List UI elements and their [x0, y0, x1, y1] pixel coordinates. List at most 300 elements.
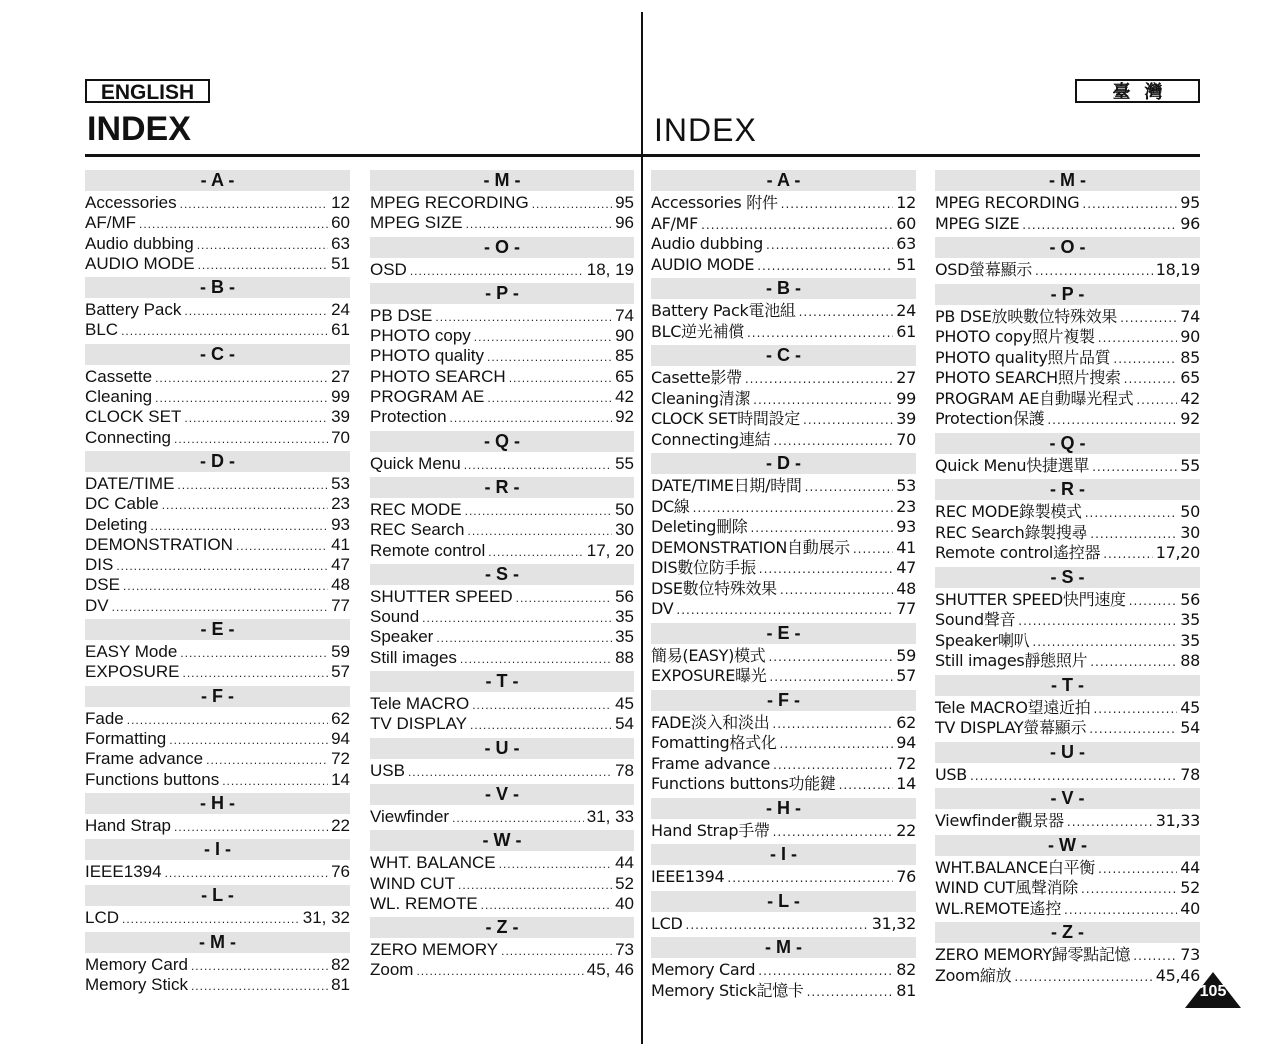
index-entry-label: DSE數位特殊效果	[651, 578, 777, 598]
section-letter-header: - I -	[85, 839, 350, 860]
index-entry	[651, 430, 916, 451]
dot-leader	[460, 649, 612, 669]
index-entry-label: PHOTO quality照片品質	[935, 347, 1111, 367]
index-entry-label: MPEG RECORDING	[370, 193, 529, 212]
index-entry-page: 45	[615, 694, 634, 714]
index-entry	[935, 260, 1200, 281]
dot-leader	[162, 495, 328, 515]
index-entry-label: CLOCK SET時間設定	[651, 409, 800, 428]
index-entry-page: 72	[331, 749, 350, 769]
index-entry-label: Connecting連結	[651, 429, 771, 449]
index-entry-label: Memory Stick	[85, 975, 188, 995]
section-letter-header: - H -	[651, 798, 916, 819]
index-entry-label: Quick Menu快捷選單	[935, 455, 1090, 475]
index-entry-page: 78	[1180, 764, 1200, 784]
index-entry-label: DIS	[85, 555, 114, 575]
index-entry-page: 48	[331, 575, 350, 595]
index-entry-label: SHUTTER SPEED	[370, 586, 513, 606]
dot-leader	[1081, 879, 1177, 900]
index-entry-label: EASY Mode	[85, 642, 178, 662]
index-entry-page: 93	[896, 517, 916, 536]
index-entry-label: MPEG SIZE	[370, 213, 463, 233]
index-entry-label: DC Cable	[85, 494, 159, 514]
index-entry-label: USB	[935, 764, 967, 784]
index-entry-page: 40	[615, 893, 634, 913]
dot-leader	[1113, 349, 1177, 370]
index-entry-label: Quick Menu	[370, 453, 461, 473]
dot-leader	[436, 628, 612, 648]
index-entry-label: MPEG RECORDING	[935, 193, 1080, 212]
index-entry	[85, 494, 350, 514]
index-entry-page: 62	[896, 712, 916, 732]
dot-leader	[701, 215, 893, 236]
index-entry-page: 60	[331, 213, 350, 233]
index-entry	[935, 718, 1200, 739]
index-entry-label: Hand Strap手帶	[651, 820, 770, 840]
dot-leader	[1098, 328, 1177, 349]
index-entry	[935, 878, 1200, 899]
index-entry-page: 55	[1180, 455, 1200, 475]
section-letter-header: - E -	[85, 619, 350, 640]
index-entry-label: Remote control	[370, 540, 486, 560]
dot-leader	[1120, 308, 1177, 329]
section-letter-header: - O -	[370, 237, 634, 258]
section-letter-header: - U -	[935, 742, 1200, 763]
index-entry-page: 31, 32	[302, 908, 350, 928]
index-entry-label: OSD	[370, 259, 407, 279]
dot-leader	[1098, 859, 1177, 880]
dot-leader	[191, 956, 328, 976]
index-column-taiwan-2	[935, 170, 1200, 986]
index-entry-page: 76	[331, 862, 350, 882]
dot-leader	[481, 895, 612, 915]
index-entry-page: 45,46	[1155, 965, 1200, 985]
dot-leader	[458, 875, 612, 895]
section-letter-header: - F -	[85, 686, 350, 707]
dot-leader	[488, 542, 583, 562]
index-entry	[85, 555, 350, 575]
index-column-english-2	[370, 170, 634, 981]
index-entry-label: AUDIO MODE	[651, 254, 755, 274]
index-entry-page: 56	[1180, 589, 1200, 609]
index-entry-page: 72	[896, 753, 916, 773]
index-entry-page: 95	[615, 193, 634, 212]
index-entry-label: Deleting	[85, 514, 148, 534]
dot-leader	[747, 323, 893, 344]
index-entry-label: Memory Card	[651, 960, 756, 979]
index-entry	[935, 523, 1200, 544]
index-entry-label: Casette影帶	[651, 368, 742, 387]
index-entry-page: 39	[331, 407, 350, 427]
index-entry	[651, 867, 916, 888]
index-entry-label: WHT. BALANCE	[370, 853, 496, 873]
index-entry-label: Functions buttons功能鍵	[651, 774, 836, 793]
index-entry-page: 44	[615, 853, 634, 873]
index-entry	[651, 389, 916, 410]
dot-leader	[422, 608, 612, 628]
index-entry-page: 70	[331, 427, 350, 447]
dot-leader	[177, 475, 328, 495]
index-entry	[935, 765, 1200, 786]
index-entry-label: IEEE1394	[85, 862, 162, 882]
index-entry-label: DIS數位防手振	[651, 558, 756, 577]
index-entry-page: 30	[615, 520, 634, 540]
dot-leader	[780, 580, 893, 601]
dot-leader	[839, 775, 894, 796]
dot-leader	[757, 256, 893, 277]
index-entry	[370, 346, 634, 366]
index-entry-label: WIND CUT風聲消除	[935, 878, 1078, 897]
dot-leader	[686, 915, 869, 936]
index-entry-label: Memory Card	[85, 954, 188, 974]
index-entry-label: REC MODE	[370, 499, 462, 519]
index-entry	[85, 367, 350, 387]
section-letter-header: - V -	[370, 784, 634, 805]
index-entry-page: 63	[331, 233, 350, 253]
index-entry	[85, 596, 350, 616]
index-entry-page: 50	[615, 499, 634, 519]
index-entry-label: PHOTO copy照片複製	[935, 327, 1095, 346]
dot-leader	[191, 976, 328, 996]
index-entry	[651, 322, 916, 343]
dot-leader	[1129, 591, 1178, 612]
index-entry-page: 96	[1180, 213, 1200, 233]
dot-leader	[803, 410, 893, 431]
section-letter-header: - E -	[651, 623, 916, 644]
dot-leader	[1092, 457, 1177, 478]
index-entry-page: 54	[615, 714, 634, 734]
index-entry-page: 23	[896, 496, 916, 516]
section-letter-header: - Z -	[370, 917, 634, 938]
section-letter-header: - F -	[651, 690, 916, 711]
index-entry-label: PHOTO quality	[370, 346, 485, 366]
index-entry	[85, 662, 350, 682]
index-entry	[85, 234, 350, 254]
dot-leader	[150, 516, 328, 536]
index-entry-page: 92	[615, 407, 634, 427]
index-entry-page: 39	[896, 409, 916, 428]
index-entry-page: 51	[896, 254, 916, 274]
index-entry-page: 30	[1180, 522, 1200, 542]
index-entry-label: WL.REMOTE遙控	[935, 898, 1062, 918]
index-entry-label: WHT.BALANCE白平衡	[935, 857, 1096, 877]
dot-leader	[499, 854, 612, 874]
dot-leader	[1035, 261, 1153, 282]
dot-leader	[1133, 946, 1177, 967]
index-entry-page: 31,33	[1155, 811, 1200, 830]
index-entry-page: 35	[1180, 610, 1200, 629]
index-entry-label: Battery Pack電池組	[651, 301, 796, 320]
language-label-taiwan: 臺灣	[1075, 79, 1200, 103]
index-entry-page: 77	[896, 599, 916, 618]
dot-leader	[807, 982, 894, 1003]
dot-leader	[853, 539, 893, 560]
dot-leader	[435, 307, 612, 327]
index-entry-label: PHOTO SEARCH	[370, 366, 506, 386]
section-letter-header: - W -	[935, 835, 1200, 856]
dot-leader	[180, 194, 328, 214]
dot-leader	[139, 214, 328, 234]
dot-leader	[750, 518, 893, 539]
dot-leader	[155, 388, 328, 408]
index-entry-page: 12	[331, 193, 350, 212]
index-entry-label: Sound	[370, 607, 420, 627]
section-letter-header: - P -	[935, 284, 1200, 305]
index-entry-label: Zoom縮放	[935, 965, 1012, 985]
index-entry-label: OSD螢幕顯示	[935, 260, 1032, 279]
dot-leader	[1032, 632, 1177, 653]
dot-leader	[766, 235, 893, 256]
dot-leader	[1064, 900, 1177, 921]
section-letter-header: - H -	[85, 793, 350, 814]
index-entry-label: Deleting刪除	[651, 517, 748, 536]
section-letter-header: - W -	[370, 830, 634, 851]
section-letter-header: - R -	[935, 479, 1200, 500]
index-entry	[935, 858, 1200, 879]
index-entry-page: 47	[896, 558, 916, 577]
index-entry	[651, 733, 916, 754]
index-entry-label: AF/MF	[651, 213, 699, 233]
dot-leader	[1090, 652, 1177, 673]
index-entry-page: 12	[896, 193, 916, 212]
index-entry-label: Still images	[370, 647, 457, 667]
index-entry	[651, 517, 916, 538]
section-letter-header: - M -	[370, 170, 634, 191]
dot-leader	[773, 755, 893, 776]
index-entry-label: REC Search錄製搜尋	[935, 522, 1088, 542]
index-entry	[85, 213, 350, 233]
dot-leader	[1085, 503, 1178, 524]
index-entry-page: 56	[615, 586, 634, 606]
language-label-english: ENGLISH	[85, 79, 210, 103]
dot-leader	[970, 766, 1177, 787]
section-letter-header: - T -	[370, 671, 634, 692]
index-entry-page: 99	[896, 388, 916, 408]
index-entry-label: EXPOSURE	[85, 662, 180, 682]
index-entry-page: 45, 46	[586, 960, 634, 980]
index-entry	[370, 807, 634, 827]
index-entry	[651, 538, 916, 559]
index-entry	[935, 409, 1200, 430]
dot-leader	[180, 643, 328, 663]
section-letter-header: - Q -	[370, 431, 634, 452]
index-entry	[370, 454, 634, 474]
dot-leader	[1067, 812, 1153, 833]
index-entry-label: DV	[651, 599, 674, 618]
section-letter-header: - D -	[85, 451, 350, 472]
index-entry	[651, 960, 916, 981]
dot-leader	[410, 261, 584, 281]
index-entry	[85, 474, 350, 494]
index-entry-page: 18, 19	[586, 259, 634, 279]
dot-leader	[768, 647, 893, 668]
index-entry	[370, 874, 634, 894]
dot-leader	[165, 863, 329, 883]
page-title-english: INDEX	[87, 110, 191, 148]
index-entry-page: 35	[615, 607, 634, 627]
index-entry-page: 41	[331, 534, 350, 554]
index-entry-page: 17,20	[1155, 543, 1200, 562]
index-entry-label: Protection保護	[935, 409, 1045, 428]
index-entry-label: Zoom	[370, 960, 414, 980]
index-entry-page: 77	[331, 595, 350, 615]
index-entry	[85, 193, 350, 213]
index-entry-page: 54	[1180, 718, 1200, 737]
index-entry-page: 73	[1180, 945, 1200, 964]
index-entry-page: 22	[896, 820, 916, 840]
index-entry-page: 17, 20	[586, 540, 634, 560]
dot-leader	[745, 369, 893, 390]
dot-leader	[753, 390, 893, 411]
index-entry-page: 45	[1180, 697, 1200, 717]
index-entry	[651, 579, 916, 600]
index-entry-label: DATE/TIME日期/時間	[651, 476, 802, 495]
index-entry	[935, 590, 1200, 611]
index-entry	[85, 387, 350, 407]
index-entry-label: Fomatting格式化	[651, 733, 777, 752]
index-entry	[370, 648, 634, 668]
dot-leader	[121, 321, 328, 341]
index-entry-label: SHUTTER SPEED快門速度	[935, 589, 1126, 609]
index-entry	[370, 193, 634, 213]
index-entry-label: Sound聲音	[935, 610, 1016, 629]
index-entry-label: Tele MACRO	[370, 694, 470, 714]
index-entry-page: 55	[615, 453, 634, 473]
index-entry-label: Frame advance	[651, 753, 771, 773]
dot-leader	[1093, 699, 1177, 720]
index-entry	[651, 666, 916, 687]
index-entry-page: 57	[331, 662, 350, 682]
index-entry-label: Speaker	[370, 627, 434, 647]
index-entry-page: 44	[1180, 857, 1200, 877]
index-entry	[651, 558, 916, 579]
index-entry	[651, 193, 916, 214]
index-entry	[651, 713, 916, 734]
dot-leader	[773, 431, 893, 452]
index-entry	[85, 535, 350, 555]
dot-leader	[501, 941, 612, 961]
index-entry-page: 82	[331, 954, 350, 974]
section-letter-header: - M -	[935, 170, 1200, 191]
index-entry	[935, 348, 1200, 369]
index-entry-page: 14	[331, 769, 350, 789]
dot-leader	[758, 961, 893, 982]
index-entry-page: 42	[615, 387, 634, 407]
index-entry-page: 85	[615, 346, 634, 366]
index-column-english-1	[85, 170, 350, 995]
dot-leader	[206, 750, 328, 770]
index-entry	[370, 894, 634, 914]
index-entry-label: Connecting	[85, 427, 172, 447]
section-letter-header: - R -	[370, 477, 634, 498]
index-entry	[370, 960, 634, 980]
index-entry	[85, 428, 350, 448]
index-entry-label: Tele MACRO望遠近拍	[935, 697, 1091, 717]
dot-leader	[408, 762, 612, 782]
index-entry	[370, 326, 634, 346]
dot-leader	[727, 868, 893, 889]
dot-leader	[236, 536, 328, 556]
section-letter-header: - M -	[85, 932, 350, 953]
index-entry-label: Functions buttons	[85, 769, 220, 789]
index-entry	[370, 761, 634, 781]
index-entry-label: Audio dubbing	[85, 233, 194, 253]
index-entry	[370, 500, 634, 520]
index-entry-label: TV DISPLAY螢幕顯示	[935, 718, 1087, 737]
index-entry-label: DSE	[85, 575, 120, 595]
index-entry	[935, 610, 1200, 631]
index-entry	[85, 770, 350, 790]
index-entry	[370, 587, 634, 607]
dot-leader	[487, 388, 612, 408]
index-entry-page: 61	[331, 320, 350, 340]
index-entry-page: 92	[1180, 409, 1200, 428]
index-entry-page: 73	[615, 940, 634, 960]
index-entry	[85, 254, 350, 274]
index-entry-page: 27	[331, 366, 350, 386]
index-entry-label: Formatting	[85, 728, 167, 748]
section-letter-header: - U -	[370, 738, 634, 759]
dot-leader	[1022, 215, 1177, 236]
index-entry-page: 99	[331, 387, 350, 407]
index-entry-page: 59	[331, 642, 350, 662]
index-entry	[935, 899, 1200, 920]
index-entry	[85, 816, 350, 836]
dot-leader	[805, 477, 894, 498]
dot-leader	[465, 501, 612, 521]
index-entry-page: 31, 33	[586, 806, 634, 826]
index-entry-label: Fade	[85, 708, 124, 728]
index-entry	[935, 368, 1200, 389]
dot-leader	[781, 194, 894, 215]
dot-leader	[773, 822, 894, 843]
index-entry	[935, 456, 1200, 477]
index-entry-label: Frame advance	[85, 749, 204, 769]
dot-leader	[112, 597, 328, 617]
index-entry	[370, 367, 634, 387]
index-entry	[85, 320, 350, 340]
index-entry-page: 85	[1180, 347, 1200, 367]
dot-leader	[1018, 611, 1177, 632]
index-entry-label: PROGRAM AE自動曝光程式	[935, 388, 1134, 408]
index-entry-label: Cleaning	[85, 387, 153, 407]
index-entry	[651, 981, 916, 1002]
index-entry	[651, 368, 916, 389]
section-letter-header: - V -	[935, 788, 1200, 809]
dot-leader	[516, 588, 612, 608]
index-entry	[651, 821, 916, 842]
index-entry-page: 51	[331, 253, 350, 273]
index-entry-label: CLOCK SET	[85, 407, 182, 427]
dot-leader	[1082, 194, 1177, 215]
section-letter-header: - Q -	[935, 433, 1200, 454]
index-entry-label: Speaker喇叭	[935, 630, 1030, 650]
index-entry-page: 81	[331, 975, 350, 995]
dot-leader	[772, 714, 893, 735]
dot-leader	[1089, 719, 1177, 740]
dot-leader	[174, 817, 328, 837]
dot-leader	[184, 408, 328, 428]
section-letter-header: - S -	[935, 567, 1200, 588]
index-entry-label: Cassette	[85, 366, 153, 386]
index-entry-label: REC Search	[370, 520, 465, 540]
index-entry	[370, 627, 634, 647]
index-entry-label: LCD	[85, 908, 120, 928]
index-entry-label: WIND CUT	[370, 873, 455, 893]
index-entry	[651, 497, 916, 518]
section-letter-header: - C -	[85, 344, 350, 365]
index-entry	[370, 407, 634, 427]
